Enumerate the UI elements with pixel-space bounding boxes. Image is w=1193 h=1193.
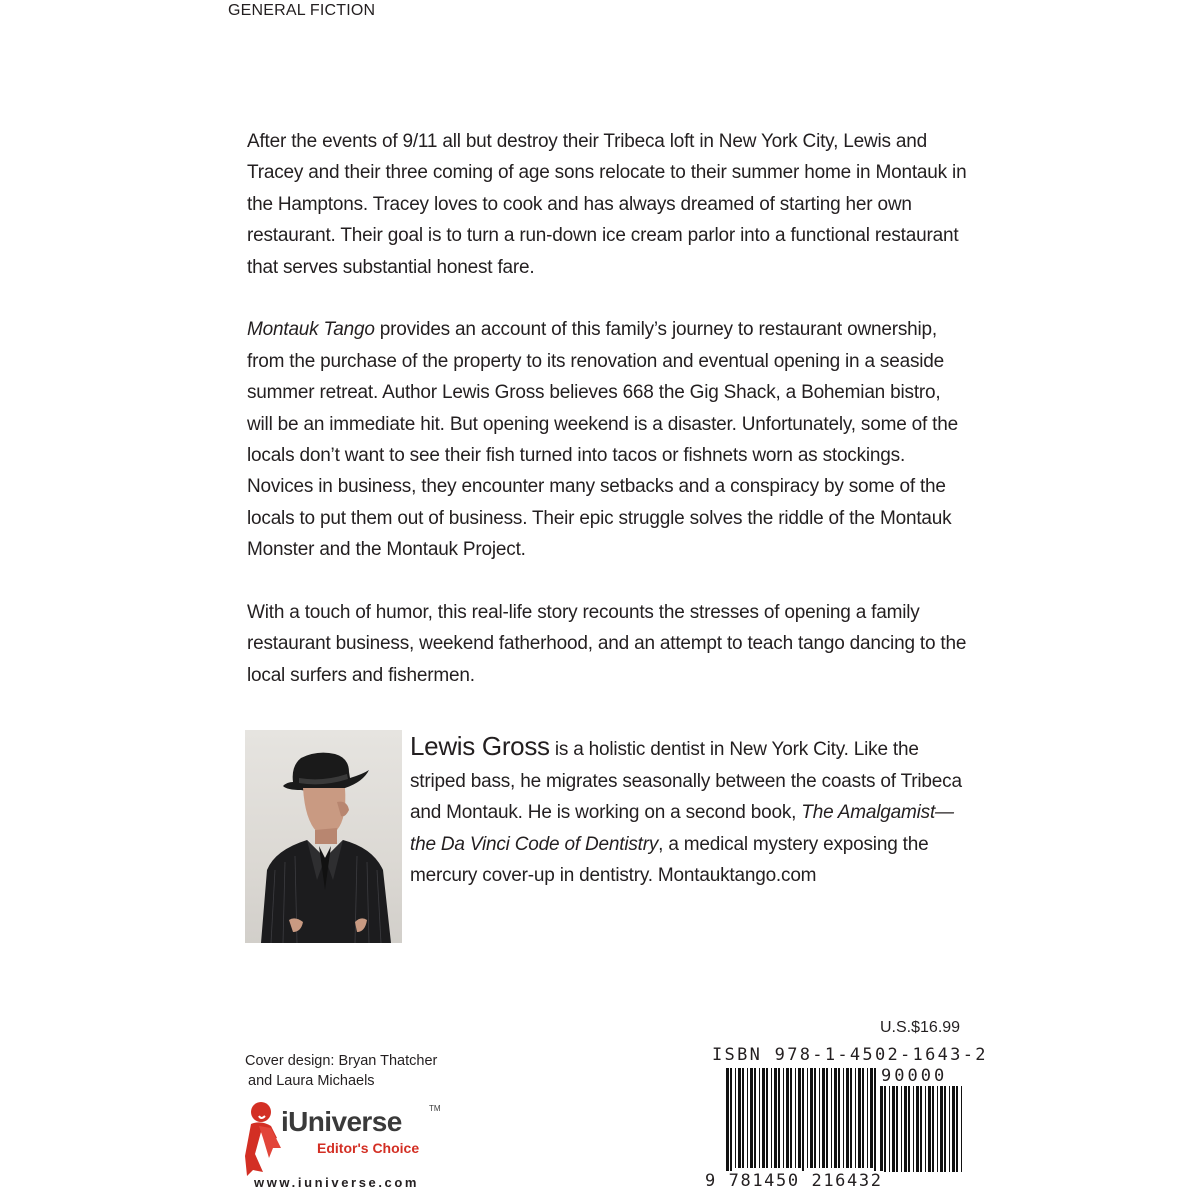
author-bio-text-2: , a medical mystery exposing the mercury cover-up in dentistry. Montauktango.com	[410, 833, 929, 886]
barcode-bar	[826, 1068, 828, 1168]
barcode-bar	[802, 1068, 804, 1172]
publisher-tagline: Editor's Choice	[317, 1140, 420, 1156]
barcode-bar	[735, 1068, 736, 1168]
barcode-bar	[908, 1086, 910, 1172]
barcode-bar	[880, 1086, 883, 1172]
barcode-bar	[937, 1086, 938, 1172]
genre-label: GENERAL FICTION	[228, 2, 376, 19]
barcode-bar	[846, 1068, 849, 1168]
barcode-bar	[862, 1068, 864, 1168]
publisher-url: www.iuniverse.com	[254, 1175, 420, 1190]
barcode-bar	[843, 1068, 844, 1168]
addon-digits: 90000	[881, 1066, 948, 1086]
credit-line-1: Cover design: Bryan Thatcher	[245, 1053, 438, 1069]
barcode-bar	[730, 1068, 732, 1172]
barcode-bar	[850, 1068, 852, 1168]
barcode-bar	[822, 1068, 825, 1168]
description-paragraph-3: With a touch of humor, this real-life story recounts the stresses of opening a family restaurant business, weekend fatherhood, and an attempt to teach tango dancing to the local surfers and fishermen.	[247, 602, 967, 686]
barcode-bar	[904, 1086, 907, 1172]
barcode-bar	[742, 1068, 744, 1168]
barcode-bar	[774, 1068, 777, 1168]
barcode-bar	[874, 1068, 876, 1172]
barcode-bar	[759, 1068, 760, 1168]
barcode-bar	[838, 1068, 840, 1168]
isbn-barcode	[726, 1068, 876, 1172]
barcode-bar	[916, 1086, 919, 1172]
barcode-bar	[855, 1068, 856, 1168]
barcode-bar	[889, 1086, 890, 1172]
barcode-bar	[940, 1086, 943, 1172]
barcode-bar	[786, 1068, 789, 1168]
barcode-bar	[867, 1068, 868, 1168]
author-bio-text-1: is a holistic dentist in New York City. Like the striped bass, he migrates seasonally between the coasts of Tribeca and Montauk. He is working on a second book,	[410, 739, 962, 823]
barcode-bar	[944, 1086, 946, 1172]
barcode-bar	[810, 1068, 813, 1168]
barcode-bar	[913, 1086, 914, 1172]
barcode-bar	[771, 1068, 772, 1168]
author-name: Lewis Gross	[410, 731, 550, 761]
price-addon-barcode	[880, 1086, 966, 1172]
barcode-bar	[961, 1086, 962, 1172]
publisher-logo	[243, 1098, 453, 1178]
description-paragraph-1: After the events of 9/11 all but destroy their Tribeca loft in New York City, Lewis and Tracey and their three coming of age sons relocate to their summer home in Montauk in the Hamptons. Tracey loves to cook and has always dreamed of starting her own restaurant. Their goal is to turn a run-down ice cream parlor into a functional restaurant that serves substantial honest fare.	[247, 131, 967, 278]
barcode-bar	[884, 1086, 886, 1172]
second-book-title: The Amalgamist—the Da Vinci Code of Dentistry	[410, 802, 954, 855]
book-title: Montauk Tango	[247, 319, 375, 341]
barcode-bar	[750, 1068, 753, 1168]
author-portrait-image	[245, 730, 402, 943]
barcode-bar	[831, 1068, 832, 1168]
isbn-label: ISBN 978-1-4502-1643-2	[712, 1045, 988, 1065]
barcode-bar	[795, 1068, 796, 1168]
credit-line-2: and Laura Michaels	[248, 1073, 375, 1089]
book-description	[247, 126, 969, 723]
barcode-bar	[754, 1068, 756, 1168]
author-photo	[245, 730, 402, 943]
barcode-bar	[901, 1086, 902, 1172]
description-paragraph-2-text: provides an account of this family’s journey to restaurant ownership, from the purchase of the property to its renovation and eventual opening in a seaside summer retreat. Author Lewis Gross believes 668 the Gig Shack, a Bohemian bistro, will be an immediate hit. But opening weekend is a disaster. Unfortunately, some of the locals don’t want to see their fish turned into tacos or fishnets worn as stockings. Novices in business, they encounter many setbacks and a conspiracy by some of the locals to put them out of business. Their epic struggle solves the riddle of the Montauk Monster and the Montauk Project.	[247, 319, 958, 561]
barcode-bar	[778, 1068, 780, 1168]
barcode-bar	[949, 1086, 950, 1172]
cover-design-credit	[245, 1051, 437, 1091]
barcode-bar	[762, 1068, 765, 1168]
barcode-bar	[807, 1068, 808, 1168]
barcode-digits: 9 781450 216432	[705, 1171, 883, 1191]
barcode-bar	[932, 1086, 934, 1172]
barcode-bar	[896, 1086, 898, 1172]
barcode-bar	[783, 1068, 784, 1168]
barcode-bar	[870, 1068, 873, 1168]
barcode-bar	[814, 1068, 816, 1168]
publisher-name: iUniverse	[281, 1106, 402, 1137]
description-paragraph-2	[247, 314, 969, 565]
barcode-bar	[834, 1068, 837, 1168]
barcode-bar	[790, 1068, 792, 1168]
barcode-bar	[925, 1086, 926, 1172]
barcode-bar	[892, 1086, 895, 1172]
barcode-bar	[920, 1086, 922, 1172]
trademark-mark: TM	[429, 1104, 441, 1113]
price-label: U.S.$16.99	[880, 1019, 961, 1036]
barcode-bar	[726, 1068, 729, 1172]
barcode-bar	[747, 1068, 748, 1168]
barcode-bar	[952, 1086, 955, 1172]
barcode-bar	[928, 1086, 931, 1172]
author-bio	[410, 731, 970, 892]
barcode-bar	[819, 1068, 820, 1168]
barcode-bar	[956, 1086, 958, 1172]
barcode-bar	[766, 1068, 768, 1168]
barcode-bar	[858, 1068, 861, 1168]
barcode-bar	[798, 1068, 801, 1168]
barcode-bar	[738, 1068, 741, 1168]
